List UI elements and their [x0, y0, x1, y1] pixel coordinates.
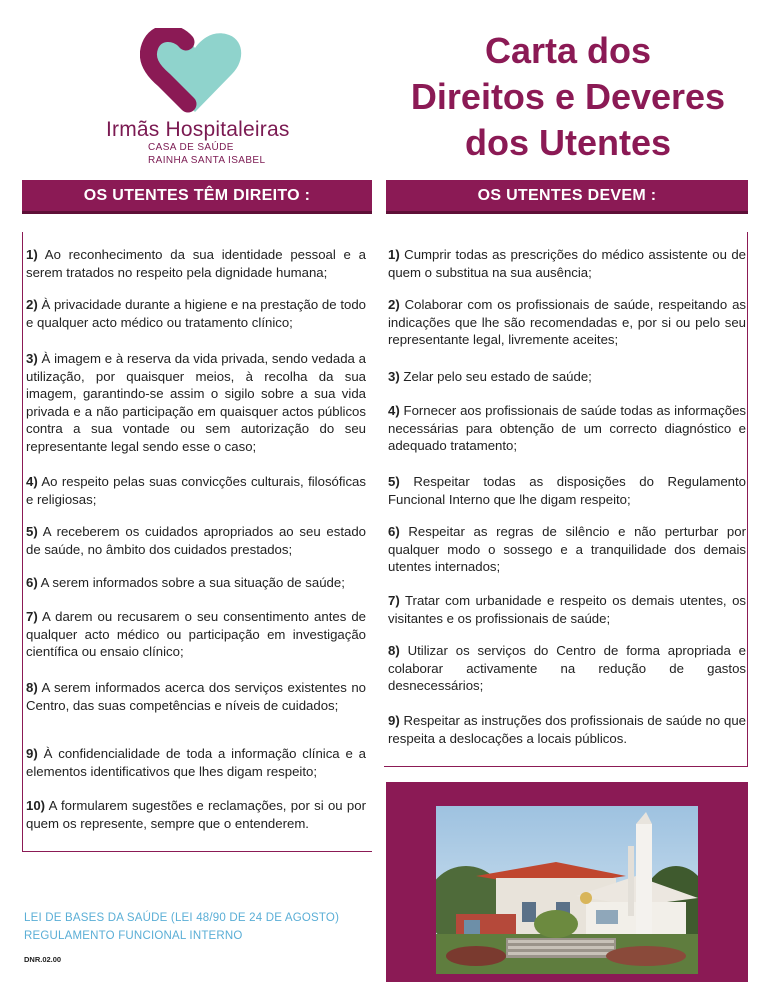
title-line-2: Direitos e Deveres	[410, 76, 726, 117]
duties-header: OS UTENTES DEVEM :	[386, 180, 748, 214]
rights-item: 6) A serem informados sobre a sua situação de saúde;	[26, 575, 345, 590]
rights-item: 2) À privacidade durante a higiene e na prestação de todo e qualquer acto médico ou tratamento clínico;	[26, 297, 366, 330]
rights-item: 1) Ao reconhecimento da sua identidade pessoal e a serem tratados no respeito pela dignidade humana;	[26, 247, 366, 280]
rights-item: 10) A formularem sugestões e reclamações, por si ou por quem os represente, sempre que o entenderem.	[26, 798, 366, 831]
duties-item: 8) Utilizar os serviços do Centro de forma apropriada e colaborar activamente na redução de gastos desnecessários;	[388, 643, 746, 693]
page-title	[398, 28, 738, 166]
duties-item: 2) Colaborar com os profissionais de saúde, respeitando as indicações que lhe são recomendadas e, por si ou pelo seu representante legal, livremente aceites;	[388, 297, 746, 347]
rights-item: 5) A receberem os cuidados apropriados ao seu estado de saúde, no âmbito dos cuidados prestados;	[26, 524, 366, 557]
brand-line-1: CASA DE SAÚDE	[148, 142, 234, 153]
rights-header: OS UTENTES TÊM DIREITO :	[22, 180, 372, 214]
duties-item: 1) Cumprir todas as prescrições do médico assistente ou de quem o substitua na sua ausência;	[388, 247, 746, 280]
duties-item: 4) Fornecer aos profissionais de saúde todas as informações necessárias para obtenção de um correcto diagnóstico e adequado tratamento;	[388, 403, 746, 453]
brand-line-2: RAINHA SANTA ISABEL	[148, 155, 266, 166]
duties-item: 3) Zelar pelo seu estado de saúde;	[388, 369, 592, 384]
footer-regulation: REGULAMENTO FUNCIONAL INTERNO	[24, 930, 243, 942]
rights-item: 4) Ao respeito pelas suas convicções culturais, filosóficas e religiosas;	[26, 474, 366, 507]
rights-item: 8) A serem informados acerca dos serviços existentes no Centro, das suas competências e níveis de cuidados;	[26, 680, 366, 713]
document-code: DNR.02.00	[24, 955, 62, 964]
building-photo	[436, 806, 698, 974]
rights-item: 7) A darem ou recusarem o seu consentimento antes de qualquer acto médico ou participação em investigação científica ou ensaio clínico;	[26, 609, 366, 659]
duties-item: 6) Respeitar as regras de silêncio e não perturbar por qualquer modo o sossego e a tranquilidade dos demais utentes internados;	[388, 524, 746, 574]
title-line-3: dos Utentes	[464, 122, 672, 163]
duties-item: 9) Respeitar as instruções dos profissionais de saúde no que respeita a deslocações a locais públicos.	[388, 713, 746, 746]
rights-item: 9) À confidencialidade de toda a informação clínica e a elementos identificativos que lhes digam respeito;	[26, 746, 366, 779]
footer-law: LEI DE BASES DA SAÚDE (LEI 48/90 DE 24 DE AGOSTO)	[24, 912, 340, 924]
rights-item: 3) À imagem e à reserva da vida privada, sendo vedada a utilização, por quaisquer meios, à recolha da sua imagem, garantindo-se assim o sigilo sobre a sua vida privada e a não participação em quaisquer actos públicos contra a sua vontade ou sem autorização do seu representante legal sendo esse o caso;	[26, 351, 366, 454]
heart-logo-icon	[140, 28, 250, 114]
duties-item: 7) Tratar com urbanidade e respeito os demais utentes, os visitantes e os profissionais de saúde;	[388, 593, 746, 626]
duties-item: 5) Respeitar todas as disposições do Regulamento Funcional Interno que lhe digam respeito;	[388, 474, 746, 507]
title-line-1: Carta dos	[484, 30, 652, 71]
brand-name: Irmãs Hospitaleiras	[106, 118, 290, 141]
